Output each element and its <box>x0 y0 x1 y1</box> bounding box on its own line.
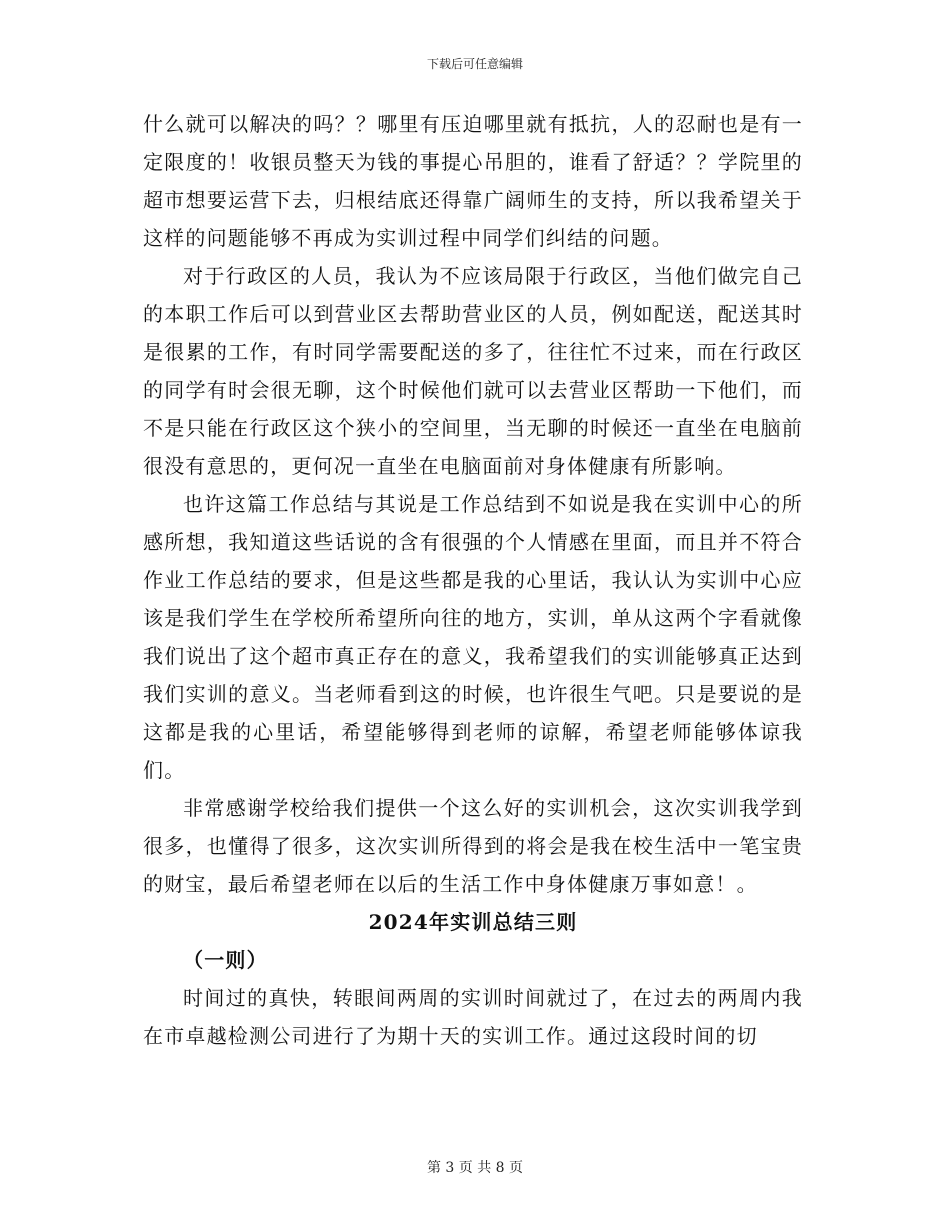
paragraph-administration: 对于行政区的人员，我认为不应该局限于行政区，当他们做完自己的本职工作后可以到营业区去帮助营业区的人员，例如配送，配送其时是很累的工作，有时同学需要配送的多了，往往忙不过来，而在行政区的同学有时会很无聊，这个时候他们就可以去营业区帮助一下他们，而不是只能在行政区这个狭小的空间里，当无聊的时候还一直坐在电脑前很没有意思的，更何况一直坐在电脑面前对身体健康有所影响。 <box>143 264 803 478</box>
paragraph-intro: 时间过的真快，转眼间两周的实训时间就过了，在过去的两周内我在市卓越检测公司进行了为期十天的实训工作。通过这段时间的切 <box>143 986 803 1048</box>
header-note: 下载后可任意编辑 <box>426 57 523 71</box>
page-number: 第 3 页 共 8 页 <box>426 1160 524 1176</box>
document-body <box>143 105 803 1055</box>
paragraph-continuation: 什么就可以解决的吗？？哪里有压迫哪里就有抵抗，人的忍耐也是有一定限度的！收银员整天为钱的事提心吊胆的，谁看了舒适？？学院里的超市想要运营下去，归根结底还得靠广阔师生的支持，所以我希望关于这样的问题能够不再成为实训过程中同学们纠结的问题。 <box>143 112 803 250</box>
paragraph-reflection: 也许这篇工作总结与其说是工作总结到不如说是我在实训中心的所感所想，我知道这些话说的含有很强的个人情感在里面，而且并不符合作业工作总结的要求，但是这些都是我的心里话，我认认为实训中心应该是我们学生在学校所希望所向往的地方，实训，单从这两个字看就像我们说出了这个超市真正存在的意义，我希望我们的实训能够真正达到我们实训的意义。当老师看到这的时候，也许很生气吧。只是要说的是这都是我的心里话，希望能够得到老师的谅解，希望老师能够体谅我们。 <box>143 492 803 782</box>
section-title: 2024年实训总结三则 <box>368 910 578 934</box>
paragraph-thanks: 非常感谢学校给我们提供一个这么好的实训机会，这次实训我学到很多，也懂得了很多，这次实训所得到的将会是我在校生活中一笔宝贵的财宝，最后希望老师在以后的生活工作中身体健康万事如意！。 <box>143 796 803 896</box>
section-subtitle: （一则） <box>183 948 268 972</box>
